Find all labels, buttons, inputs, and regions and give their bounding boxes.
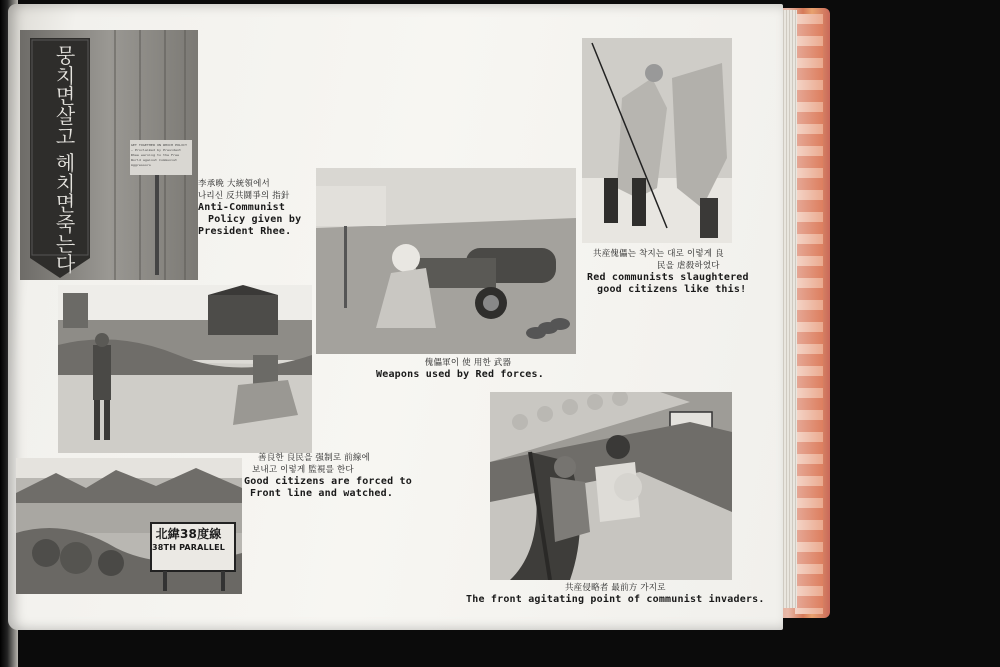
caption-rhee-ko: 李承晩 大統領에서 <box>198 179 270 189</box>
caption-rhee-ko2: 나리신 反共鬪爭의 指針 <box>198 191 290 201</box>
caption-frontline-en1: Good citizens are forced to <box>244 476 412 487</box>
caption-rhee-en1: Anti-Communist <box>198 202 286 213</box>
caption-weapons <box>376 357 544 381</box>
photo-slaughter <box>582 38 732 243</box>
caption-slaughter <box>587 248 749 296</box>
cover-pattern <box>795 14 823 614</box>
caption-weapons-en: Weapons used by Red forces. <box>376 369 544 380</box>
caption-frontline-ko: 善良한 良民을 强制로 前線에 <box>258 453 370 463</box>
caption-rhee <box>198 178 301 238</box>
caption-invaders <box>466 582 765 606</box>
photo-weapons <box>316 168 576 354</box>
parallel-sign-line1: 北緯38度線 <box>155 527 222 541</box>
caption-frontline-ko2: 보내고 이렇게 監視를 한다 <box>252 465 354 475</box>
caption-invaders-en: The front agitating point of communist invaders. <box>466 594 765 605</box>
photo-soldier-street <box>58 285 312 453</box>
caption-rhee-en3: President Rhee. <box>198 226 292 237</box>
parallel-sign-line2: 38TH PARALLEL <box>152 543 226 552</box>
caption-rhee-en2: Policy given by <box>208 214 302 225</box>
caption-frontline <box>244 452 412 500</box>
plaque-text: GET TOGETHER ON WHICH POLICY — Proclaimed by President Rhee warning to the Free World against Communist Aggressors <box>131 143 188 167</box>
caption-slaughter-en2: good citizens like this! <box>597 284 747 295</box>
caption-slaughter-en1: Red communists slaughtered <box>587 272 749 283</box>
photo-invaders <box>490 392 732 580</box>
banner-text-overlay: 뭉치면살고 헤치면죽는다 <box>52 45 76 274</box>
photo-38th-parallel <box>16 458 242 594</box>
caption-slaughter-ko2: 民을 虐殺하였다 <box>657 261 720 271</box>
caption-weapons-ko: 傀儡軍이 使 用한 武器 <box>424 358 512 368</box>
caption-frontline-en2: Front line and watched. <box>250 488 394 499</box>
caption-invaders-ko: 共産侵略者 最前方 가지로 <box>564 583 666 593</box>
parallel-sign-text <box>152 527 225 555</box>
caption-slaughter-ko: 共産傀儡는 착지는 대로 이렇게 良 <box>593 249 724 259</box>
